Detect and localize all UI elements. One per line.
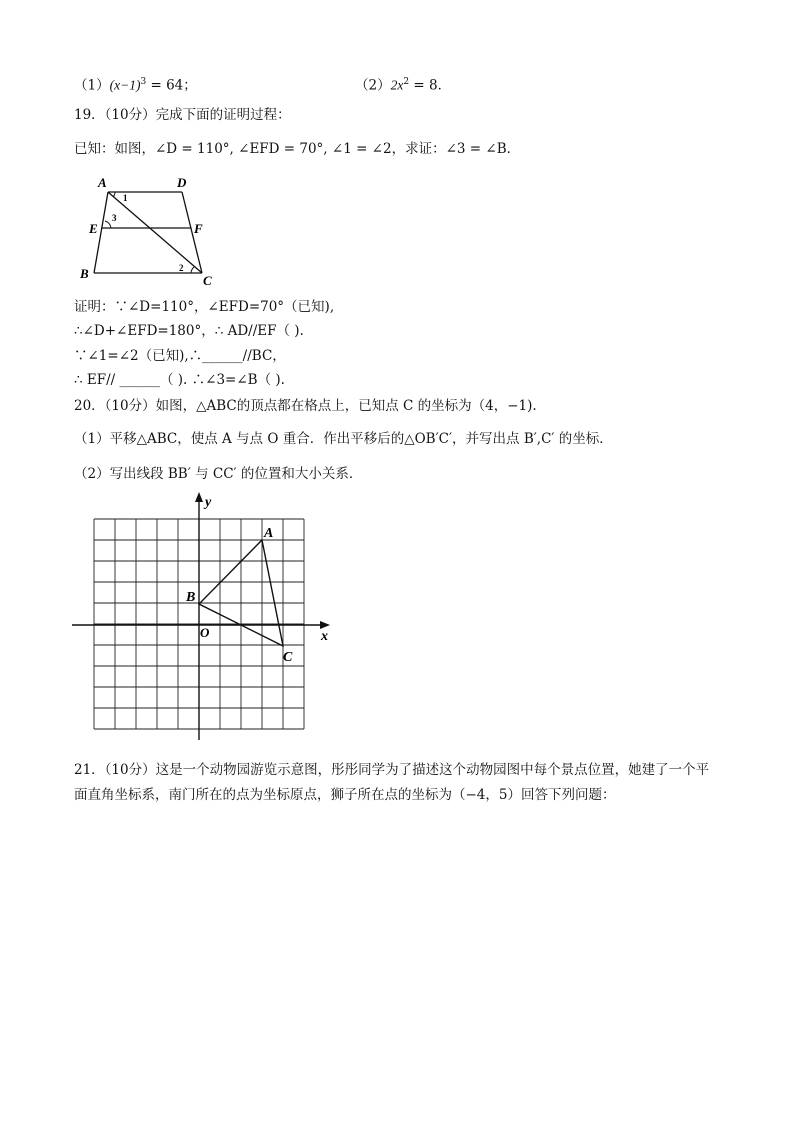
angle-1-arc bbox=[113, 192, 115, 197]
label-F: F bbox=[194, 221, 203, 236]
label-angle-2: 2 bbox=[179, 263, 184, 273]
q18-part1-expr-a: (x−1) bbox=[109, 77, 141, 93]
label-B: B bbox=[80, 266, 89, 281]
q19-given: 已知：如图，∠D = 110°, ∠EFD = 70°, ∠1 = ∠2，求证：∠3 = ∠B． bbox=[74, 141, 521, 157]
q19-trapezoid-figure bbox=[74, 172, 224, 290]
label-E: E bbox=[89, 221, 98, 236]
q20-part1: （1）平移△ABC，使点 A 与点 O 重合．作出平移后的△OB′C′，并写出点 B′,C′ 的坐标． bbox=[74, 431, 613, 447]
label-D: D bbox=[177, 175, 187, 190]
q19-proof-line-1: 证明：∵∠D=110°，∠EFD=70°（已知), bbox=[74, 299, 335, 315]
label-angle-3: 3 bbox=[112, 213, 117, 223]
point-label-B: B bbox=[186, 590, 196, 605]
label-C: C bbox=[203, 273, 212, 288]
q19-proof-line-4: ∴ EF// ______（ ). ∴∠3=∠B（ ). bbox=[74, 372, 285, 388]
point-label-A: A bbox=[264, 526, 274, 541]
y-axis-arrow bbox=[195, 492, 203, 502]
q21-line-2: 面直角坐标系，南门所在的点为坐标原点，狮子所在点的坐标为（−4，5）回答下列问题： bbox=[74, 787, 616, 803]
q20-part2: （2）写出线段 BB′ 与 CC′ 的位置和大小关系． bbox=[74, 466, 363, 482]
label-angle-1: 1 bbox=[123, 193, 128, 203]
q20-coordinate-grid bbox=[70, 492, 340, 742]
angle-2-arc bbox=[191, 267, 194, 273]
q19-proof-line-2: ∴∠D+∠EFD=180°，∴ AD//EF（ ). bbox=[74, 323, 304, 339]
label-A: A bbox=[98, 175, 107, 190]
q18-part2-exponent: 2 bbox=[403, 77, 410, 87]
angle-3-arc bbox=[105, 221, 111, 228]
q20-title: 20．（10分）如图，△ABC的顶点都在格点上，已知点 C 的坐标为（4，−1). bbox=[74, 398, 537, 414]
q18-part2-expr-b: = 8 bbox=[409, 77, 438, 94]
q18-part1-end: ； bbox=[183, 77, 197, 94]
axis-label-x: x bbox=[321, 629, 328, 644]
axis-label-y: y bbox=[205, 495, 212, 510]
segment-AC bbox=[108, 192, 202, 273]
x-axis-arrow bbox=[320, 621, 330, 629]
q18-part2-number: （2） bbox=[355, 77, 391, 94]
label-origin-O: O bbox=[200, 625, 210, 640]
q18-part2-expr-a: 2x bbox=[390, 77, 404, 93]
q18-part1-number: （1） bbox=[74, 77, 110, 94]
q19-proof-line-3: ∵∠1=∠2（已知),∴______//BC， bbox=[74, 348, 286, 364]
q18-part1-exponent: 3 bbox=[140, 77, 147, 87]
point-label-C: C bbox=[283, 650, 293, 665]
q21-line-1: 21．（10分）这是一个动物园游览示意图，彤彤同学为了描述这个动物园图中每个景点位置，她建了一个平 bbox=[74, 762, 710, 778]
q18-part2 bbox=[355, 73, 451, 95]
q18-part1 bbox=[74, 73, 197, 95]
q18-part1-expr-b: = 64 bbox=[146, 77, 184, 94]
q18-part2-end: ． bbox=[437, 77, 452, 94]
q19-title: 19．（10分）完成下面的证明过程： bbox=[74, 107, 291, 123]
